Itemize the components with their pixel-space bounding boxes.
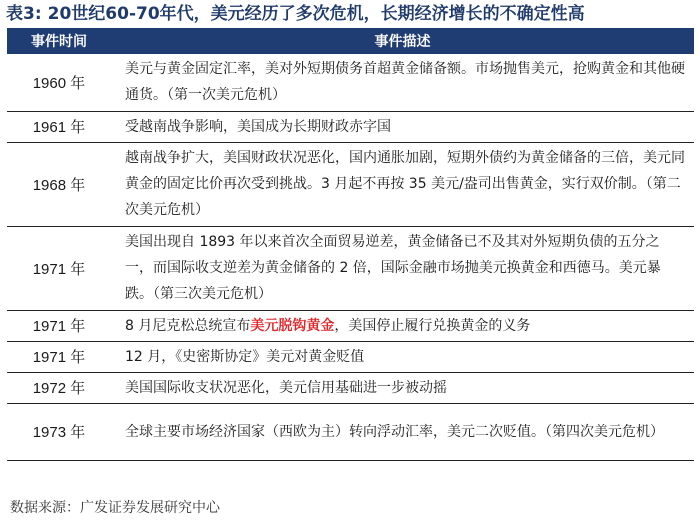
description-text: 12 月，《史密斯协定》美元对黄金贬值 [125, 348, 365, 365]
event-year: 1972 年 [7, 372, 111, 403]
event-description [111, 403, 694, 460]
title-text: 20世纪60-70年代，美元经历了多次危机，长期经济增长的不确定性高 [47, 4, 585, 24]
header-description: 事件描述 [111, 28, 694, 54]
event-description [111, 54, 694, 111]
table-row [7, 372, 694, 403]
description-text: 美国国际收支状况恶化，美元信用基础进一步被动摇 [125, 379, 447, 396]
table-row [7, 54, 694, 111]
event-description [111, 226, 694, 310]
description-text: 越南战争扩大，美国财政状况恶化，国内通胀加剧，短期外债约为黄金储备的三倍，美元同黄金的固定比价再次受到挑战。3 月起不再按 35 美元/盎司出售黄金，实行双价制。（第二次美元危机） [125, 150, 685, 218]
table-row [7, 341, 694, 372]
event-year: 1961 年 [7, 111, 111, 142]
event-year: 1971 年 [7, 341, 111, 372]
event-year: 1971 年 [7, 226, 111, 310]
table-row [7, 403, 694, 460]
data-source: 数据来源：广发证券发展研究中心 [10, 500, 220, 516]
event-description [111, 310, 694, 341]
event-description [111, 111, 694, 142]
event-year: 1968 年 [7, 142, 111, 226]
table-row [7, 310, 694, 341]
event-year: 1971 年 [7, 310, 111, 341]
description-text: 美国出现自 1893 年以来首次全面贸易逆差，黄金储备已不及其对外短期负债的五分之一，而国际收支逆差为黄金储备的 2 倍，国际金融市场抛美元换黄金和西德马。美元暴跌。（第三次美元危机） [125, 234, 661, 302]
table-title [6, 3, 585, 25]
event-year: 1973 年 [7, 403, 111, 460]
header-row [7, 28, 694, 54]
table-row [7, 111, 694, 142]
header-time: 事件时间 [7, 28, 111, 54]
description-text: ，美国停止履行兑换黄金的义务 [334, 317, 531, 334]
event-description [111, 341, 694, 372]
event-year: 1960 年 [7, 54, 111, 111]
description-text: 受越南战争影响，美国成为长期财政赤字国 [125, 118, 391, 135]
description-text: 全球主要市场经济国家（西欧为主）转向浮动汇率，美元二次贬值。（第四次美元危机） [125, 423, 664, 440]
events-table [7, 28, 694, 461]
table-number: 表3: [6, 4, 42, 24]
description-text: 8 月尼克松总统宣布 [125, 317, 251, 334]
description-text: 美元与黄金固定汇率，美对外短期债务首超黄金储备额。市场抛售美元，抢购黄金和其他硬通货。（第一次美元危机） [125, 61, 685, 104]
event-description [111, 142, 694, 226]
event-description [111, 372, 694, 403]
highlighted-text: 美元脱钩黄金 [250, 317, 335, 334]
table-row [7, 226, 694, 310]
table-row [7, 142, 694, 226]
